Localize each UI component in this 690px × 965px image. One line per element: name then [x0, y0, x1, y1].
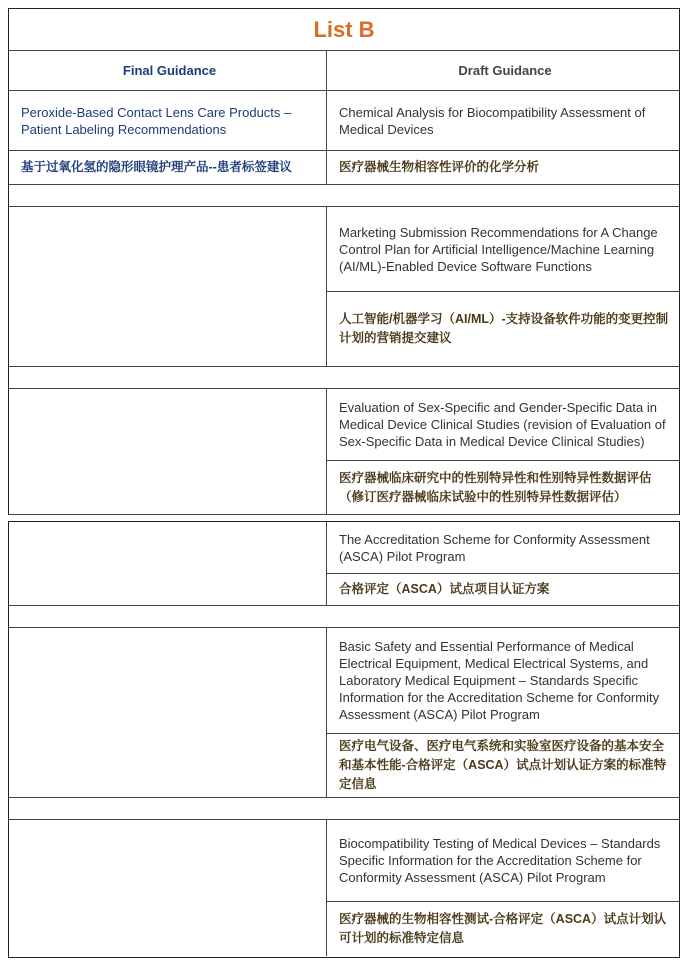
guidance-table-1 [8, 8, 680, 515]
draft-guidance-en: The Accreditation Scheme for Conformity Assessment (ASCA) Pilot Program [327, 522, 679, 574]
empty-final-cell [9, 820, 327, 956]
draft-guidance-en: Basic Safety and Essential Performance of Medical Electrical Equipment, Medical Electrical Systems, and Laboratory Medical Equipment – Standards Specific Information for the Accreditation Scheme for Conformity Assessment (ASCA) Pilot Program [327, 628, 679, 734]
spacer-row [9, 606, 679, 628]
draft-guidance-zh: 人工智能/机器学习（AI/ML）-支持设备软件功能的变更控制计划的营销提交建议 [339, 312, 669, 345]
table-row [9, 207, 679, 367]
spacer-row [9, 185, 679, 207]
draft-guidance-en: Biocompatibility Testing of Medical Devices – Standards Specific Information for the Accreditation Scheme for Conformity Assessment (ASCA) Pilot Program [327, 820, 679, 902]
table-row [9, 151, 679, 185]
draft-guidance-en: Marketing Submission Recommendations for A Change Control Plan for Artificial Intelligence/Machine Learning (AI/ML)-Enabled Device Software Functions [327, 207, 679, 292]
final-guidance-zh: 基于过氧化氢的隐形眼镜护理产品--患者标签建议 [9, 151, 327, 184]
draft-guidance-zh: 医疗器械生物相容性评价的化学分析 [339, 160, 540, 174]
header-row [9, 51, 679, 91]
guidance-table-2 [8, 521, 680, 958]
draft-guidance-zh: 医疗器械临床研究中的性别特异性和性别特异性数据评估（修订医疗器械临床试验中的性别特异性数据评估） [339, 470, 652, 504]
table-row [9, 389, 679, 515]
empty-final-cell [9, 522, 327, 605]
draft-guidance-zh: 医疗电气设备、医疗电气系统和实验室医疗设备的基本安全和基本性能-合格评定（ASCA）试点计划认证方案的标准特定信息 [339, 739, 667, 791]
empty-final-cell [9, 628, 327, 797]
spacer-row [9, 367, 679, 389]
draft-guidance-en: Chemical Analysis for Biocompatibility Assessment of Medical Devices [339, 104, 646, 137]
draft-guidance-header: Draft Guidance [458, 63, 552, 78]
spacer-row [9, 798, 679, 820]
draft-guidance-group [327, 522, 679, 605]
final-guidance-header: Final Guidance [9, 51, 327, 90]
table-row [9, 91, 679, 151]
empty-final-cell [9, 207, 327, 366]
draft-guidance-en: Evaluation of Sex-Specific and Gender-Specific Data in Medical Device Clinical Studies (revision of Evaluation of Sex-Specific Data in Medical Device Clinical Studies) [327, 389, 679, 461]
final-guidance-en: Peroxide-Based Contact Lens Care Products – Patient Labeling Recommendations [9, 91, 327, 150]
draft-guidance-zh: 医疗器械的生物相容性测试-合格评定（ASCA）试点计划认可计划的标准特定信息 [339, 912, 667, 945]
draft-guidance-group [327, 207, 679, 366]
draft-guidance-group [327, 628, 679, 797]
draft-guidance-group [327, 389, 679, 514]
empty-final-cell [9, 389, 327, 514]
table-row [9, 522, 679, 606]
table-row [9, 628, 679, 798]
table-row [9, 820, 679, 956]
list-title: List B [313, 16, 375, 42]
draft-guidance-group [327, 820, 679, 956]
title-row [9, 9, 679, 51]
draft-guidance-zh: 合格评定（ASCA）试点项目认证方案 [339, 582, 550, 596]
